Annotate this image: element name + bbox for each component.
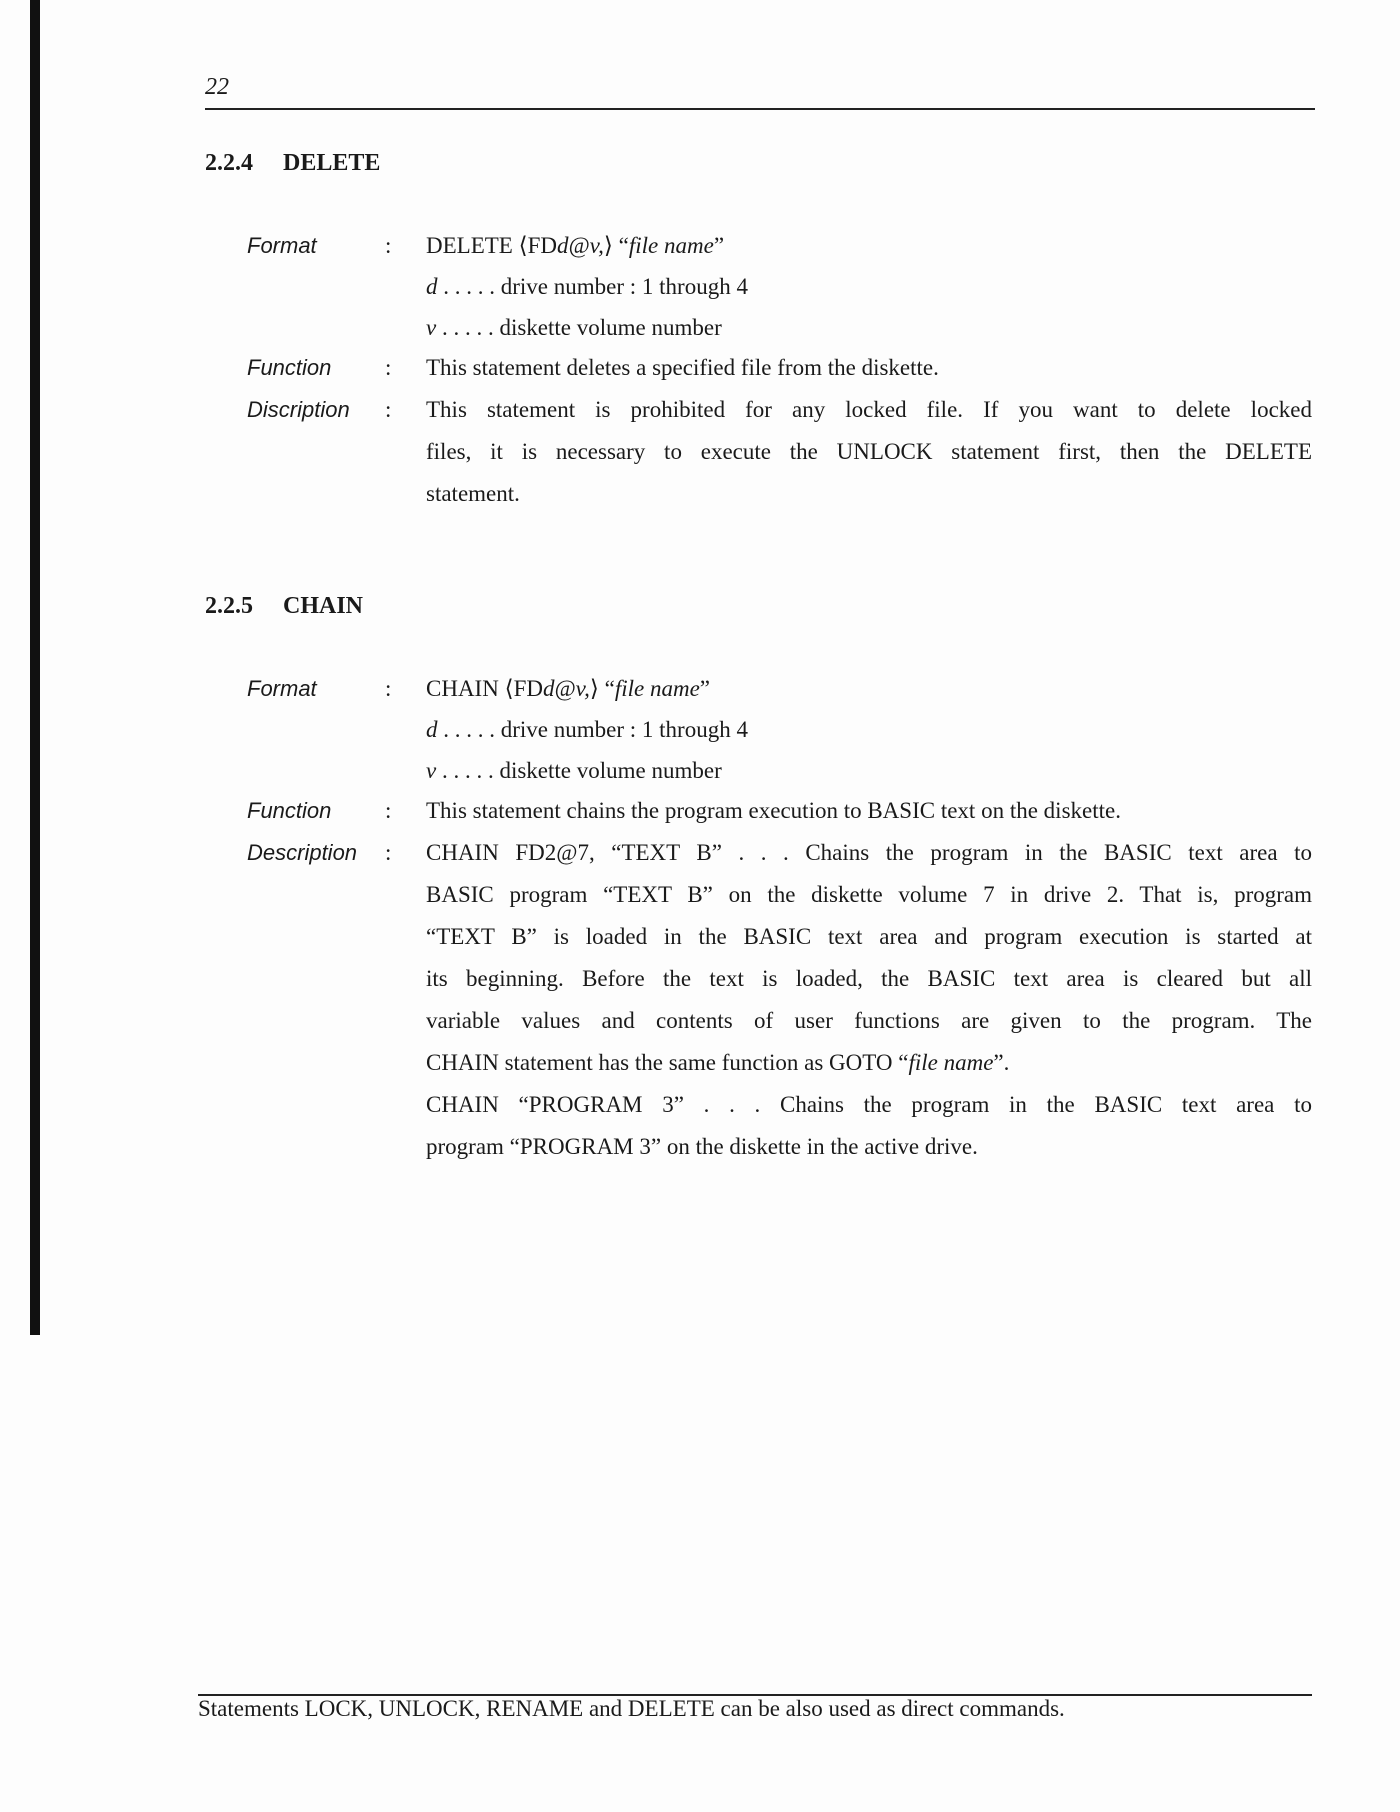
section-title: DELETE [283, 150, 381, 176]
description-line: its beginning. Before the text is loaded, the BASIC text area is cleared but all [426, 966, 1312, 991]
description-line: CHAIN FD2@7, “TEXT B” . . . Chains the program in the BASIC text area to [426, 840, 1312, 865]
function-text: This statement deletes a specified file from the diskette. [426, 355, 939, 380]
d-param: d . . . . . drive number : 1 through 4 [426, 274, 748, 299]
colon: : [385, 798, 392, 823]
description-line: “TEXT B” is loaded in the BASIC text area and program execution is started at [426, 924, 1312, 949]
colon: : [385, 355, 392, 380]
section-number: 2.2.5 [205, 593, 253, 619]
description-label: Description [247, 840, 358, 865]
v-param: v . . . . . diskette volume number [426, 315, 722, 340]
description-line: statement. [426, 481, 520, 506]
colon: : [385, 397, 392, 422]
format-label: Format [247, 233, 317, 258]
goto-line: CHAIN statement has the same function as GOTO “file name”. [426, 1050, 1010, 1075]
d-param: d . . . . . drive number : 1 through 4 [426, 717, 748, 742]
footnote: Statements LOCK, UNLOCK, RENAME and DELETE can be also used as direct commands. [198, 1696, 1065, 1721]
section-heading-delete [205, 150, 380, 177]
function-label: Function [247, 355, 332, 380]
header-rule [205, 108, 1315, 110]
description-line: BASIC program “TEXT B” on the diskette volume 7 in drive 2. That is, program [426, 882, 1312, 907]
description-label: Discription [247, 397, 350, 422]
function-text: This statement chains the program execution to BASIC text on the diskette. [426, 798, 1121, 823]
description-line: variable values and contents of user functions are given to the program. The [426, 1008, 1312, 1033]
format-label: Format [247, 676, 317, 701]
format-syntax: CHAIN ⟨FDd@v,⟩ “file name” [426, 676, 711, 701]
binding-edge [30, 0, 40, 1335]
v-param: v . . . . . diskette volume number [426, 758, 722, 783]
description-line: CHAIN “PROGRAM 3” . . . Chains the program in the BASIC text area to [426, 1092, 1312, 1117]
section-title: CHAIN [283, 593, 364, 619]
colon: : [385, 676, 392, 701]
description-line: files, it is necessary to execute the UNLOCK statement first, then the DELETE [426, 439, 1312, 464]
section-number: 2.2.4 [205, 150, 253, 176]
colon: : [385, 233, 392, 258]
function-label: Function [247, 798, 332, 823]
format-syntax: DELETE ⟨FDd@v,⟩ “file name” [426, 233, 725, 258]
page-number: 22 [205, 74, 229, 100]
description-line: This statement is prohibited for any locked file. If you want to delete locked [426, 397, 1312, 422]
section-heading-chain [205, 593, 363, 620]
colon: : [385, 840, 392, 865]
description-line: program “PROGRAM 3” on the diskette in the active drive. [426, 1134, 978, 1159]
